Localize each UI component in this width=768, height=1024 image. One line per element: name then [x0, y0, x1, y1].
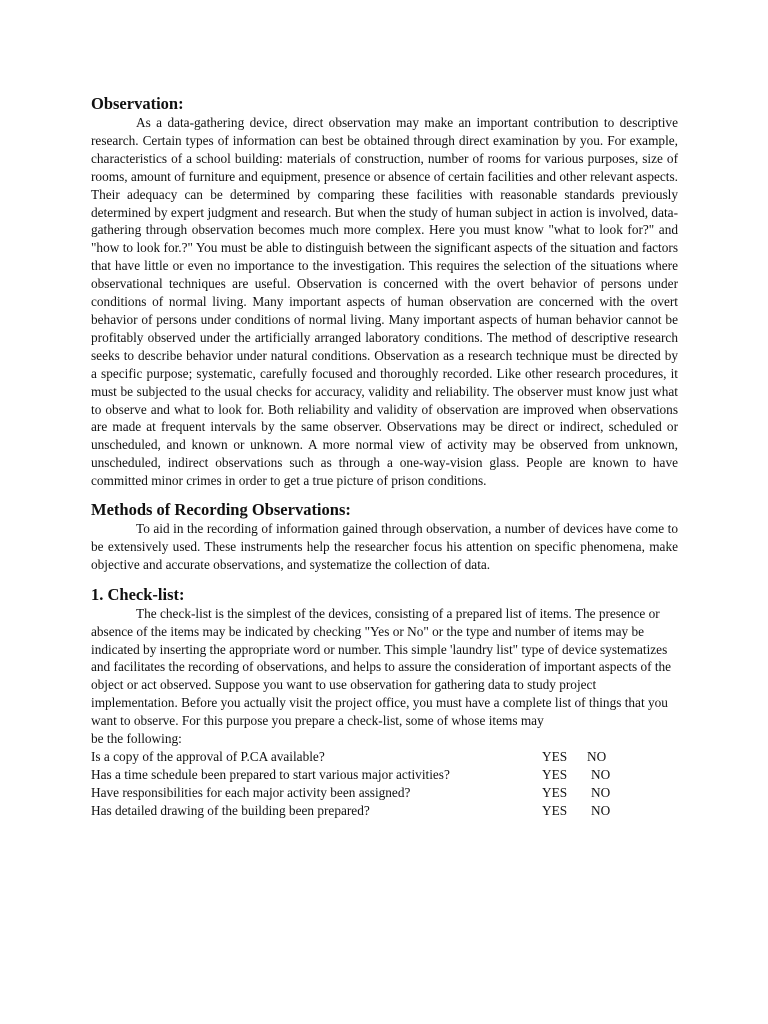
checklist-item: [91, 784, 678, 802]
checklist-items: [91, 748, 678, 820]
checklist-no: NO: [591, 766, 611, 782]
checklist-yes: YES: [542, 784, 568, 800]
checklist-heading: 1. Check-list:: [91, 584, 185, 604]
checklist-question: Have responsibilities for each major activity been assigned?: [91, 784, 411, 800]
checklist-no: NO: [591, 784, 611, 800]
checklist-question: Has detailed drawing of the building been prepared?: [91, 802, 370, 818]
checklist-no: NO: [587, 749, 607, 764]
checklist-paragraph: The check-list is the simplest of the devices, consisting of a prepared list of items. The presence or absence of the items may be indicated by checking "Yes or No" or the type and number of items may be indicated by inserting the appropriate word or number. This simple 'laundry list" type of device systematizes and facilitates the recording of observations, and helps to assure the consideration of important aspects of the object or act observed. Suppose you want to use observation for gathering data to study project implementation. Before you actually visit the project office, you must have a complete list of things that you want to observe. For this purpose you prepare a check-list, some of whose items may: [91, 605, 672, 729]
observation-heading: Observation:: [91, 94, 184, 113]
checklist-item: [91, 766, 678, 784]
methods-paragraph: To aid in the recording of information gained through observation, a number of devices have come to be extensively used. These instruments help the researcher focus his attention on specific phenomena, make objective and accurate observations, and systematize the collection of data.: [91, 521, 678, 572]
observation-section: [91, 94, 678, 490]
checklist-paragraph-tail: be the following:: [91, 731, 182, 747]
checklist-question: Has a time schedule been prepared to start various major activities?: [91, 766, 450, 782]
checklist-section: [91, 585, 678, 820]
document-page: [91, 94, 678, 820]
checklist-yes: YES: [542, 749, 568, 764]
checklist-question: Is a copy of the approval of P.CA available?: [91, 749, 325, 764]
checklist-no: NO: [591, 802, 611, 818]
methods-section: [91, 500, 678, 574]
checklist-item: [91, 802, 678, 820]
checklist-item: [91, 748, 678, 766]
methods-heading: Methods of Recording Observations:: [91, 500, 351, 520]
checklist-yes: YES: [542, 802, 568, 818]
checklist-yes: YES: [542, 766, 568, 782]
observation-paragraph: As a data-gathering device, direct observation may make an important contribution to descriptive research. Certain types of information can best be obtained through direct examination by you. For example, characteristics of a school building: materials of construction, number of rooms for various purposes, size of rooms, amount of furniture and equipment, presence or absence of certain facilities and other relevant aspects. Their adequacy can be determined by comparing these facilities with reasonable standards previously determined by expert judgment and research. But when the study of human subject in action is involved, data-gathering through observation becomes much more complex. Here you must know "what to look for?" and "how to look for.?" You must be able to distinguish between the significant aspects of the situation and factors that have little or even no importance to the investigation. This requires the selection of the situations where observational techniques are useful. Observation is concerned with the overt behavior of persons under conditions of normal living. Many important aspects of human observation are concerned with the overt behavior of persons under conditions of normal living. Many important aspects of human behavior cannot be profitably observed under the artificially arranged laboratory conditions. The method of descriptive research seeks to describe behavior under natural conditions. Observation as a research technique must be directed by a specific purpose; systematic, carefully focused and thoroughly recorded. Like other research procedures, it must be subjected to the usual checks for accuracy, validity and reliability. The observer must know just what to observe and what to look for. Both reliability and validity of observation are improved when observations are made at frequent intervals by the same observer. Observations may be direct or indirect, scheduled or unscheduled, and known or unknown. A more normal view of activity may be observed from unknown, unscheduled, indirect observations such as through a one-way-vision glass. People are known to have committed minor crimes in order to get a true picture of prison conditions.: [91, 115, 678, 489]
